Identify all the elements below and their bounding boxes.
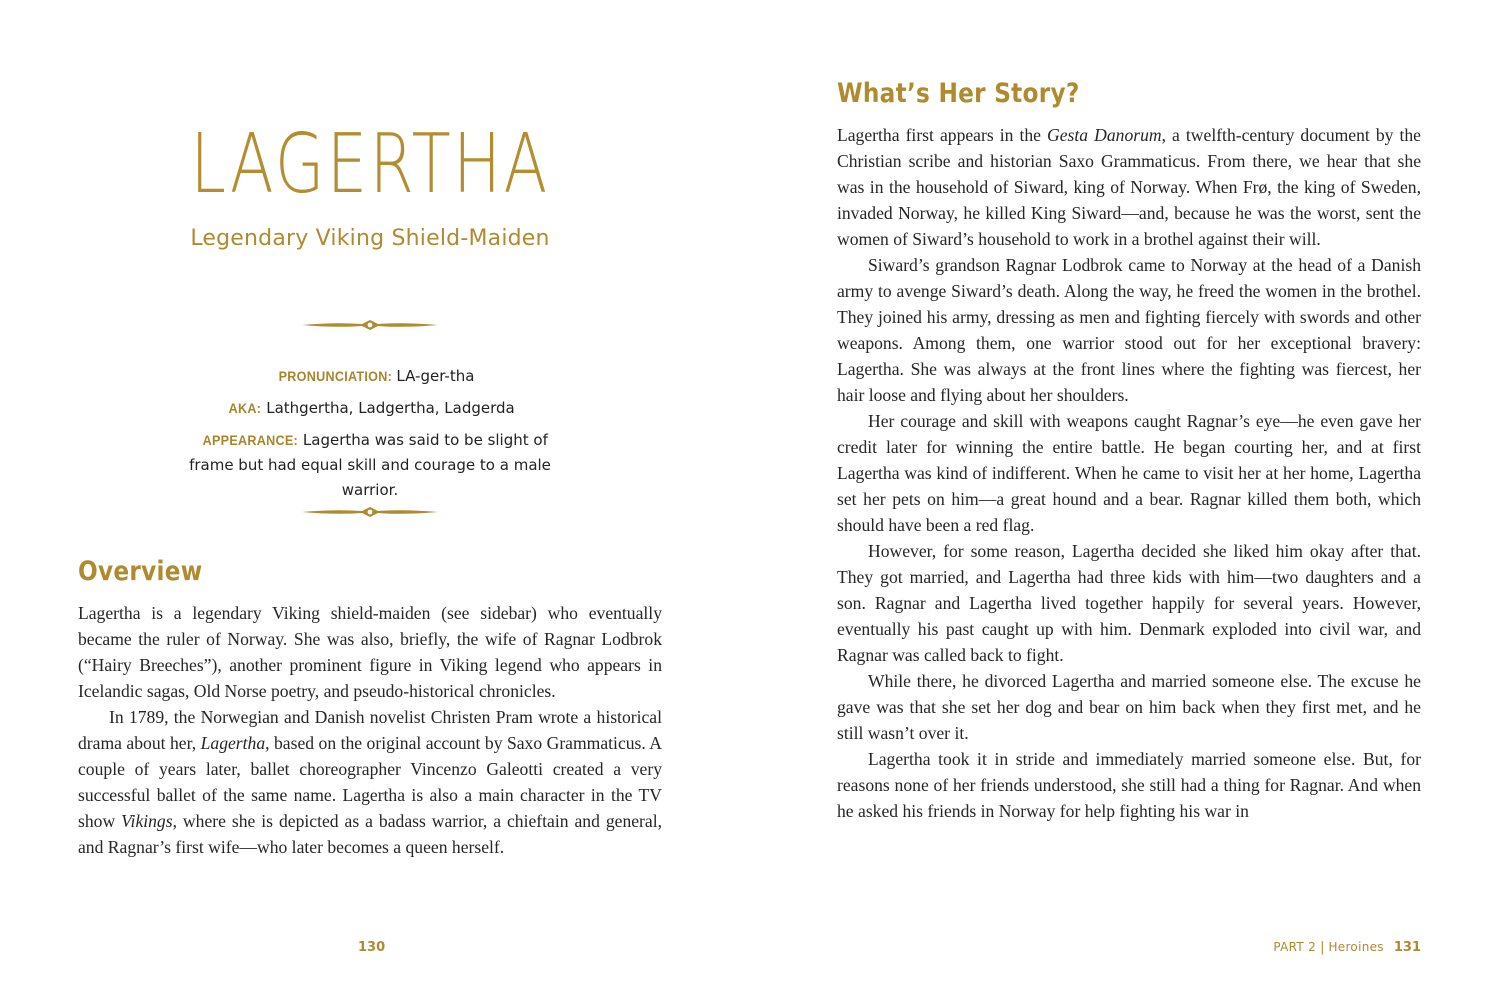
footer-section: Heroines bbox=[1328, 940, 1384, 954]
ornamental-divider-icon bbox=[300, 505, 440, 519]
fact-value: Lathgertha, Ladgertha, Ladgerda bbox=[266, 399, 515, 417]
title-gesta-danorum: Gesta Danorum bbox=[1047, 125, 1162, 145]
story-paragraph-3: Her courage and skill with weapons caught Ragnar’s eye—he even gave her credit later for winning the entire battle. He began courting her, and at first Lagertha was kind of indifferent. When he came to visit her at her home, Lagertha set her pets on him—a great hound and a bear. Ragnar killed them both, which should have been a red flag. bbox=[837, 411, 1421, 535]
chapter-subtitle: Legendary Viking Shield-Maiden bbox=[190, 226, 550, 251]
footer-separator: | bbox=[1320, 940, 1325, 955]
fact-appearance bbox=[78, 428, 662, 503]
story-paragraph-4: However, for some reason, Lagertha decided she liked him okay after that. They got married, and Lagertha had three kids with him—two daughters and a son. Ragnar and Lagertha lived together happily for several years. However, eventually his past caught up with him. Denmark exploded into civil war, and Ragnar was called back to fight. bbox=[837, 541, 1421, 665]
fact-label: AKA: bbox=[228, 400, 262, 416]
right-page bbox=[750, 0, 1500, 1000]
chapter-title: LAGERTHA bbox=[190, 117, 550, 212]
fact-label: APPEARANCE: bbox=[202, 432, 299, 448]
title-lagertha: Lagertha bbox=[200, 733, 266, 753]
page-number-left: 130 bbox=[358, 940, 386, 955]
overview-heading: Overview bbox=[78, 556, 203, 587]
title-vikings: Vikings bbox=[121, 811, 173, 831]
overview-body bbox=[78, 600, 662, 860]
story-paragraph-6: Lagertha took it in stride and immediately married someone else. But, for reasons none of her friends understood, she still had a thing for Ragnar. And when he asked his friends in Norway for help fighting his war in bbox=[837, 749, 1421, 821]
fact-label: PRONUNCIATION: bbox=[278, 368, 392, 384]
story-paragraph-1: Lagertha first appears in the Gesta Danorum, a twelfth-century document by the Christian scribe and historian Saxo Grammaticus. From there, we hear that she was in the household of Siward, king of Norway. When Frø, the king of Sweden, invaded Norway, he killed King Siward—and, because he was the worst, sent the women of Siward’s household to work in a brothel against their will. bbox=[837, 125, 1421, 249]
story-paragraph-2: Siward’s grandson Ragnar Lodbrok came to Norway at the head of a Danish army to avenge Siward’s death. Along the way, he freed the women in the brothel. They joined his army, dressing as men and fighting fiercely with swords and other weapons. Among them, one warrior stood out for her exceptional bravery: Lagertha. She was always at the front lines where the fighting was fiercest, her hair loose and flying about her shoulders. bbox=[837, 255, 1421, 405]
character-facts bbox=[78, 364, 662, 510]
page-number-right: 131 bbox=[1393, 940, 1421, 955]
fact-aka bbox=[78, 396, 662, 421]
story-paragraph-5: While there, he divorced Lagertha and married someone else. The excuse he gave was that she set her dog and bear on him back when they first met, and he still wasn’t over it. bbox=[837, 671, 1421, 743]
overview-paragraph-1: Lagertha is a legendary Viking shield-maiden (see sidebar) who eventually became the ruler of Norway. She was also, briefly, the wife of Ragnar Lodbrok (“Hairy Breeches”), another prominent figure in Viking legend who appears in Icelandic sagas, Old Norse poetry, and pseudo-historical chronicles. bbox=[78, 603, 662, 701]
overview-paragraph-2: In 1789, the Norwegian and Danish novelist Christen Pram wrote a historical drama about her, Lagertha, based on the original account by Saxo Grammaticus. A couple of years later, ballet choreographer Vincenzo Galeotti created a very successful ballet of the same name. Lagertha is also a main character in the TV show Vikings, where she is depicted as a badass warrior, a chieftain and general, and Ragnar’s first wife—who later becomes a queen herself. bbox=[78, 707, 663, 857]
story-body bbox=[837, 122, 1421, 824]
ornamental-divider-icon bbox=[300, 318, 440, 332]
running-footer bbox=[1273, 940, 1421, 955]
fact-value: Lagertha was said to be slight of frame but had equal skill and courage to a male warrior. bbox=[189, 431, 551, 499]
fact-pronunciation bbox=[78, 364, 662, 389]
fact-value: LA-ger-tha bbox=[396, 367, 475, 385]
story-heading: What’s Her Story? bbox=[837, 78, 1080, 109]
footer-part: PART 2 bbox=[1273, 940, 1317, 954]
